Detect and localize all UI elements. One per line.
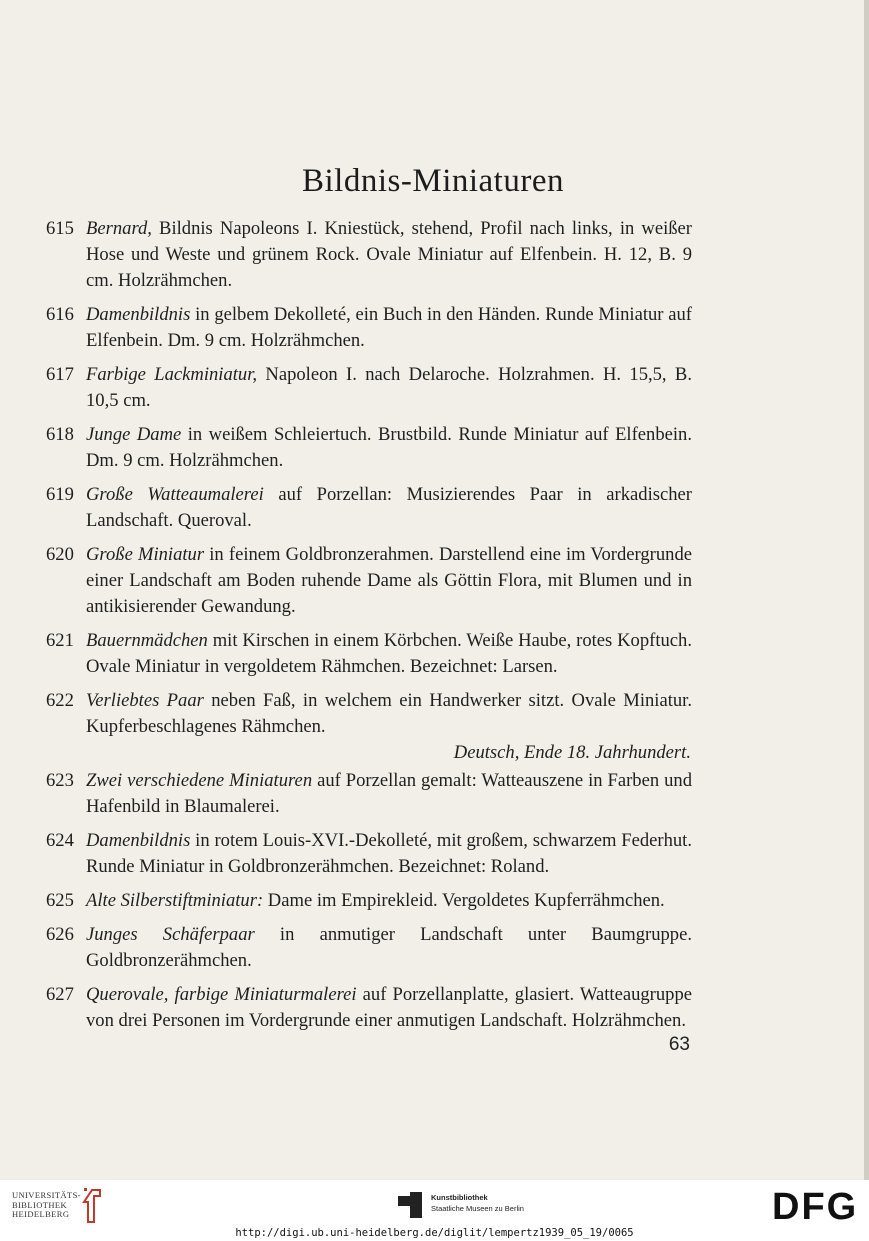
- entry-description: in gelbem Dekolleté, ein Buch in den Händen. Runde Miniatur auf Elfenbein. Dm. 9 cm. Holzrähmchen.: [86, 304, 692, 351]
- entry-title: Damenbildnis: [86, 304, 191, 325]
- page-number: 63: [668, 1034, 690, 1055]
- entry-number: 616: [46, 304, 74, 325]
- catalog-entry-626: [46, 922, 692, 974]
- catalog-entry-616: [46, 302, 692, 354]
- catalog-entry-619: [46, 482, 692, 534]
- catalog-entry-618: [46, 422, 692, 474]
- entry-description: mit Kirschen in einem Körbchen. Weiße Haube, rotes Kopftuch. Ovale Miniatur in vergoldetem Rähmchen. Bezeichnet: Larsen.: [86, 630, 692, 677]
- entry-title: Verliebtes Paar: [86, 690, 204, 711]
- kunstbibliothek-logo-icon[interactable]: [398, 1192, 422, 1218]
- kunstbibliothek-title: Kunstbibliothek: [431, 1193, 488, 1202]
- entry-attribution: Deutsch, Ende 18. Jahrhundert.: [453, 742, 691, 763]
- catalog-entry-623: [46, 768, 692, 820]
- university-line-2: BIBLIOTHEK: [12, 1199, 67, 1210]
- entry-title: Junges Schäferpaar: [86, 924, 255, 945]
- catalog-entry-627: [46, 982, 692, 1034]
- entry-description: Napoleon I. nach Delaroche. Holzrahmen. H. 15,5, B. 10,5 cm.: [86, 364, 692, 411]
- catalog-entry-617: [46, 362, 692, 414]
- catalog-entry-621: [46, 628, 692, 680]
- university-library-label[interactable]: [12, 1191, 81, 1220]
- entry-number: 624: [46, 830, 74, 851]
- entry-title: Farbige Lackminiatur,: [86, 364, 258, 385]
- catalog-entry-615: [46, 216, 692, 294]
- entry-number: 625: [46, 890, 74, 911]
- entry-title: Große Watteaumalerei: [86, 484, 264, 505]
- catalog-entry-622: [46, 688, 692, 766]
- entry-description: in rotem Louis-XVI.-Dekolleté, mit großem, schwarzem Federhut. Runde Miniatur in Goldbronzerähmchen. Bezeichnet: Roland.: [86, 830, 692, 877]
- entry-description: Bildnis Napoleons I. Kniestück, stehend, Profil nach links, in weißer Hose und Weste und grünem Rock. Ovale Miniatur auf Elfenbein. H. 12, B. 9 cm. Holzrähmchen.: [86, 218, 692, 291]
- entry-title: Querovale, farbige Miniaturmalerei: [86, 984, 357, 1005]
- permalink-url[interactable]: http://digi.ub.uni-heidelberg.de/diglit/lempertz1939_05_19/0065: [235, 1227, 634, 1239]
- entry-title: Bernard,: [86, 218, 152, 239]
- university-line-3: HEIDELBERG: [12, 1209, 70, 1219]
- catalog-entry-624: [46, 828, 692, 880]
- university-logo-icon[interactable]: [80, 1186, 106, 1226]
- university-line-1: UNIVERSITÄTS-: [12, 1190, 81, 1200]
- entry-description: in weißem Schleiertuch. Brustbild. Runde Miniatur auf Elfenbein. Dm. 9 cm. Holzrähmchen.: [86, 424, 692, 471]
- catalog-entry-625: [46, 888, 692, 914]
- entry-number: 627: [46, 984, 74, 1005]
- entry-number: 626: [46, 924, 74, 945]
- entry-title: Alte Silberstiftminiatur:: [86, 890, 264, 911]
- catalog-entry-620: [46, 542, 692, 620]
- entry-description: neben Faß, in welchem ein Handwerker sitzt. Ovale Miniatur. Kupferbeschlagenes Rähmchen.: [86, 690, 692, 737]
- entry-title: Damenbildnis: [86, 830, 191, 851]
- catalog-entries: [46, 216, 692, 1042]
- entry-title: Große Miniatur: [86, 544, 205, 565]
- entry-number: 623: [46, 770, 74, 791]
- entry-number: 618: [46, 424, 74, 445]
- entry-number: 622: [46, 690, 74, 711]
- entry-number: 615: [46, 218, 74, 239]
- entry-title: Bauernmädchen: [86, 630, 208, 651]
- dfg-logo[interactable]: DFG: [772, 1186, 859, 1228]
- entry-number: 617: [46, 364, 74, 385]
- entry-description: in feinem Goldbronzerahmen. Darstellend eine im Vordergrunde einer Landschaft am Boden ruhende Dame als Göttin Flora, mit Blumen und in antikisierender Gewandung.: [86, 544, 692, 617]
- entry-title: Zwei verschiedene Miniaturen: [86, 770, 313, 791]
- entry-description: Dame im Empirekleid. Vergoldetes Kupferrähmchen.: [263, 890, 665, 911]
- entry-number: 620: [46, 544, 74, 565]
- page-title: Bildnis-Miniaturen: [302, 163, 564, 199]
- kunstbibliothek-subtitle: Staatliche Museen zu Berlin: [431, 1204, 524, 1213]
- entry-description: auf Porzellanplatte, glasiert. Watteaugruppe von drei Personen im Vordergrunde einer anmutigen Landschaft. Holzrähmchen.: [86, 984, 693, 1031]
- entry-number: 621: [46, 630, 74, 651]
- page-edge: [864, 0, 869, 1180]
- entry-title: Junge Dame: [86, 424, 182, 445]
- entry-description: in anmutiger Landschaft unter Baumgruppe. Goldbronzerähmchen.: [86, 924, 692, 971]
- entry-number: 619: [46, 484, 74, 505]
- entry-description: auf Porzellan gemalt: Watteauszene in Farben und Hafenbild in Blaumalerei.: [86, 770, 692, 817]
- entry-description: auf Porzellan: Musizierendes Paar in arkadischer Landschaft. Queroval.: [86, 484, 692, 531]
- kunstbibliothek-label[interactable]: [431, 1192, 524, 1214]
